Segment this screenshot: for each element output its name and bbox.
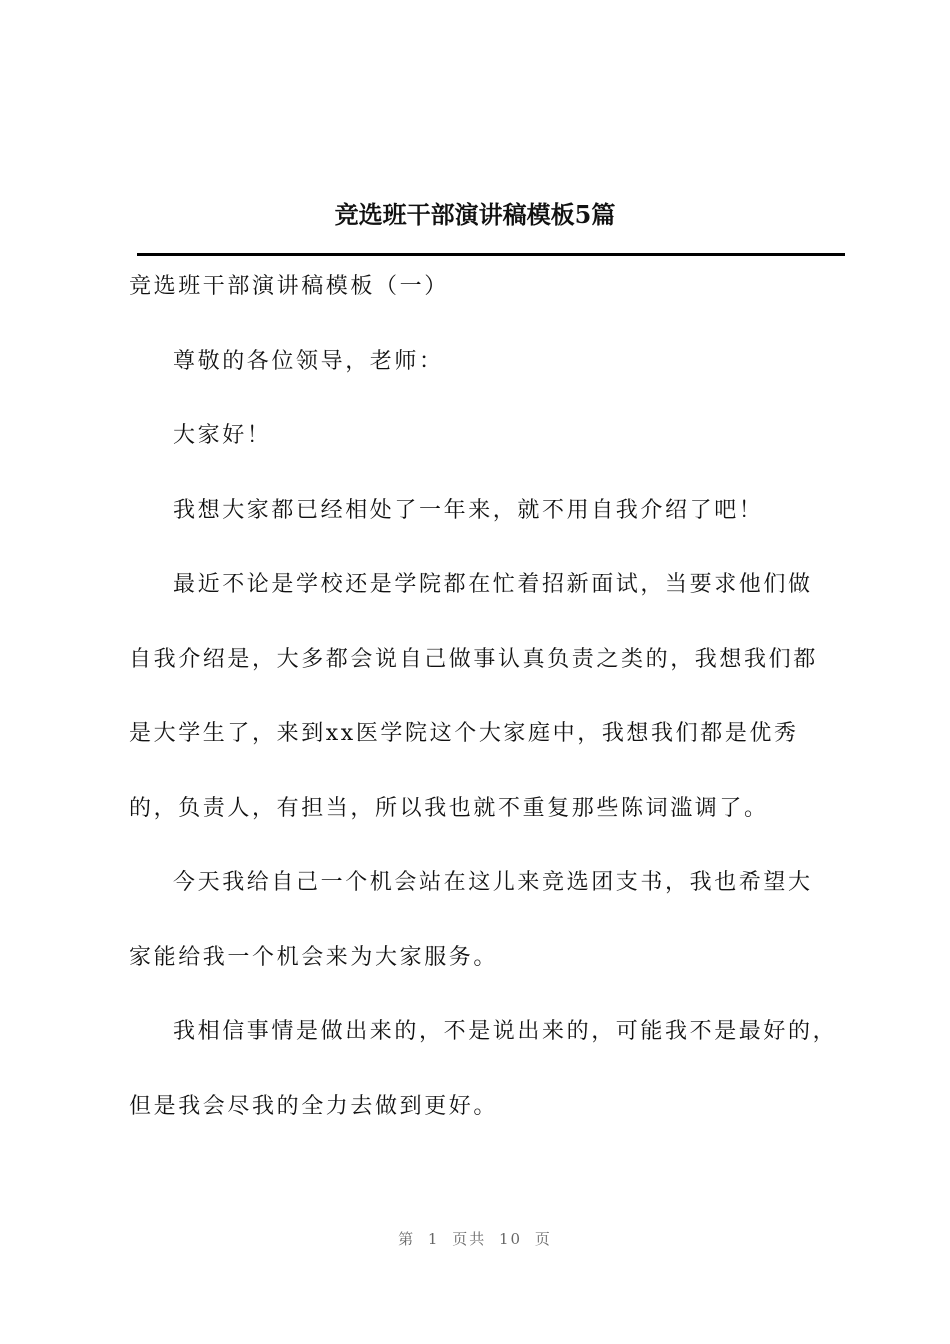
section-heading: 竞选班干部演讲稿模板（一） bbox=[129, 274, 449, 299]
paragraph-greeting-salutation bbox=[129, 343, 859, 381]
paragraph-line: 但是我会尽我的全力去做到更好。 bbox=[129, 1093, 499, 1119]
document-title: 竞选班干部演讲稿模板5篇 bbox=[334, 200, 616, 229]
paragraph-line: 最近不论是学校还是学院都在忙着招新面试，当要求他们做 bbox=[173, 572, 813, 597]
paragraph-line: 家能给我一个机会来为大家服务。 bbox=[129, 944, 499, 970]
paragraph-line: 今天我给自己一个机会站在这儿来竞选团支书，我也希望大 bbox=[173, 870, 813, 895]
paragraph-line: 的，负责人，有担当，所以我也就不重复那些陈词滥调了。 bbox=[129, 795, 769, 821]
paragraph-line: 我相信事情是做出来的，不是说出来的，可能我不是最好的， bbox=[173, 1019, 838, 1044]
document-body bbox=[129, 268, 859, 1125]
title-underline bbox=[137, 253, 845, 256]
paragraph-line: 大家好！ bbox=[173, 423, 272, 448]
paragraph-line: 自我介绍是，大多都会说自己做事认真负责之类的，我想我们都 bbox=[129, 646, 818, 672]
paragraph-line: 尊敬的各位领导，老师： bbox=[173, 348, 444, 374]
paragraph-campaign bbox=[129, 864, 859, 976]
paragraph-line: 我想大家都已经相处了一年来，就不用自我介绍了吧！ bbox=[173, 497, 764, 523]
paragraph-intro bbox=[129, 492, 859, 530]
paragraph-interview bbox=[129, 566, 859, 827]
paragraph-commitment bbox=[129, 1013, 859, 1125]
page-footer: 第 1 页共 10 页 bbox=[398, 1230, 552, 1248]
paragraph-line: 是大学生了，来到xx医学院这个大家庭中，我想我们都是优秀 bbox=[129, 721, 799, 746]
paragraph-greeting bbox=[129, 417, 859, 455]
